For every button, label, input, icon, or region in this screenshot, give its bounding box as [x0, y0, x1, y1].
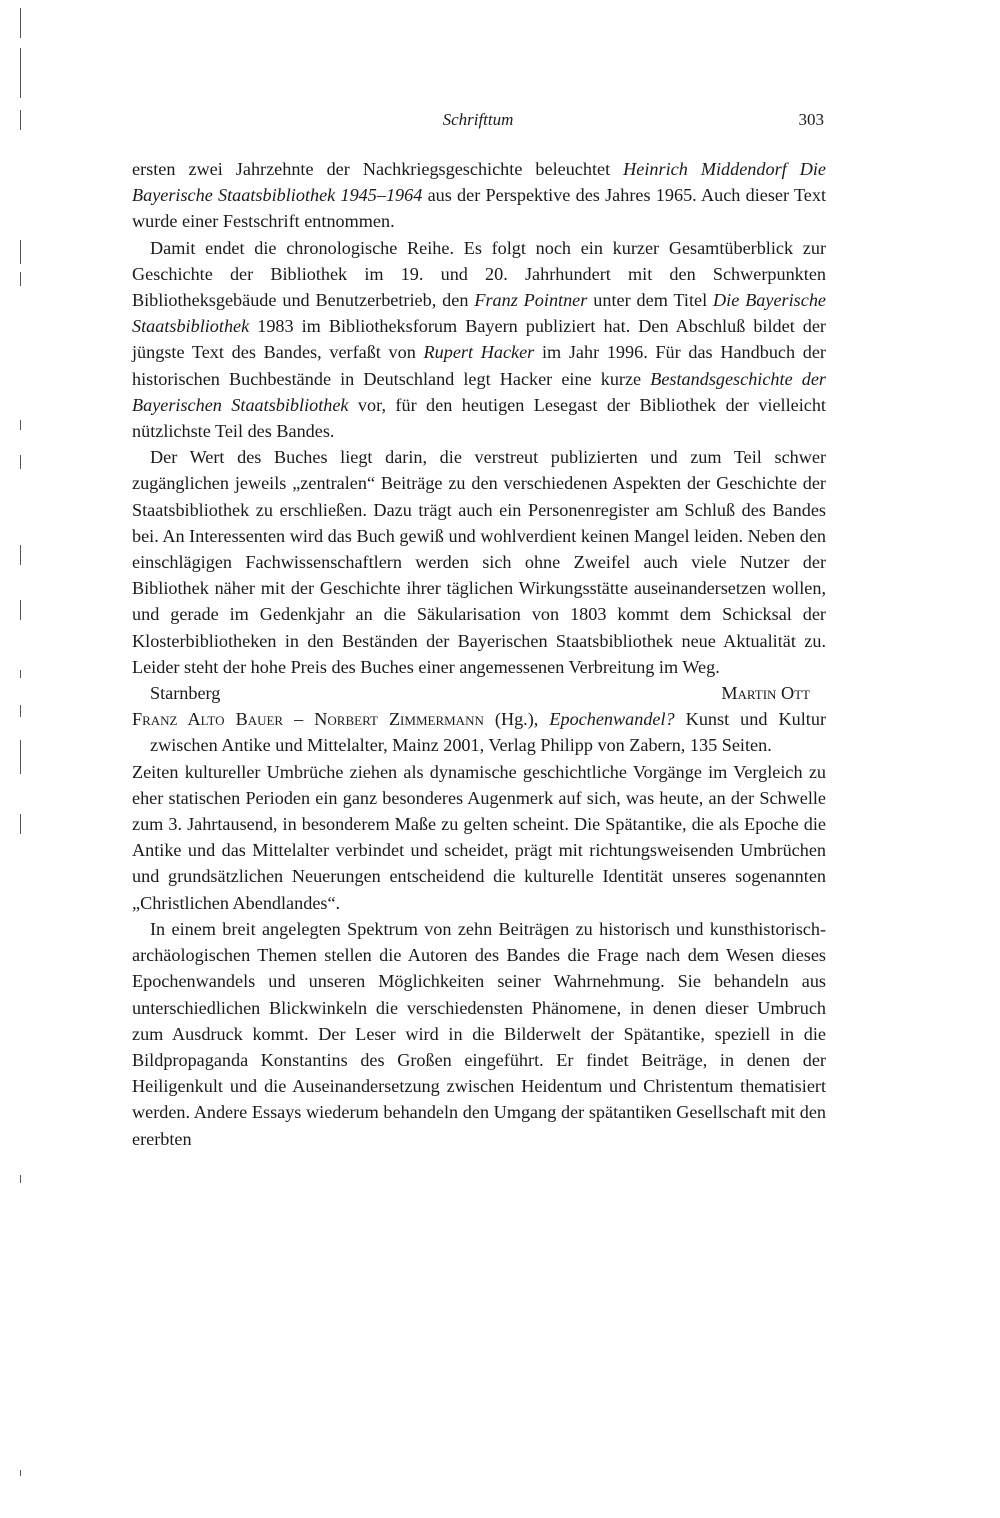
paragraph — [132, 156, 826, 235]
review-book-title: Epochenwandel? — [549, 709, 675, 730]
text-run: ersten zwei Jahrzehnte der Nachkriegsgeschichte beleuchtet — [132, 159, 624, 179]
text-run: im Jahr 1996. Für das Handbuch der historischen Buchbestände in Deutschland legt Hacker eine kurze — [132, 342, 826, 389]
text-run: 1983 im Bibliotheksforum Bayern publiziert hat. Den Abschluß bildet der jüngste Text des Bandes, verfaßt von — [132, 316, 826, 363]
italic-run: Franz Pointner — [474, 290, 588, 311]
signature-place: Starnberg — [150, 683, 221, 704]
review-bibliographic-heading — [132, 706, 826, 758]
page-number: 303 — [798, 110, 824, 129]
paragraph: Der Wert des Buches liegt darin, die verstreut publizierten und zum Teil schwer zugänglichen jeweils „zentralen“ Beiträge zu den verschiedenen Aspekten der Geschichte der Staatsbibliothek zu erschließen. Dazu trägt auch ein Personenregister am Schluß des Bandes bei. An Interessenten wird das Buch gewiß und wohlverdient keinen Mangel leiden. Neben den einschlägigen Fachwissenschaftlern werden sich ohne Zweifel auch viele Nutzer der Bibliothek näher mit der Geschichte ihrer täglichen Wirkungsstätte auseinandersetzen wollen, und gerade im Gedenkjahr an die Säkularisation von 1803 kommt dem Schicksal der Klosterbibliotheken in den Beständen der Bayerischen Staatsbibliothek neue Aktualität zu. Leider steht der hohe Preis des Buches einer angemessenen Verbreitung im Weg. — [132, 447, 826, 677]
running-title: Schrifttum — [442, 110, 514, 129]
text-run: (Hg.), — [483, 709, 550, 730]
paragraph: In einem breit angelegten Spektrum von zehn Beiträgen zu historisch und kunsthistorisch-archäologischen Themen stellen die Autoren des Bandes die Frage nach dem Wesen dieses Epochenwandels und unseren Möglichkeiten seiner Wahrnehmung. Sie behandeln aus unterschiedlichen Blickwinkeln die verschiedensten Phänomene, in denen dieser Umbruch zum Ausdruck kommt. Der Leser wird in die Bilderwelt der Spätantike, speziell in die Bildpropaganda Konstantins des Großen eingeführt. Er findet Beiträge, in denen der Heiligenkult und die Auseinandersetzung zwischen Heidentum und Christentum thematisiert werden. Andere Essays wiederum behandeln den Umgang der spätantiken Gesellschaft mit den ererbten — [132, 918, 826, 1149]
paragraph — [132, 235, 826, 445]
italic-run: Rupert Hacker — [423, 342, 535, 363]
text-run: Damit endet die chronologische Reihe. Es folgt noch ein kurzer Gesamtüberblick zur Geschichte der Bibliothek im 19. und 20. Jahrhundert mit den Schwerpunkten Bibliotheksgebäude und Benutzerbetrieb, den — [132, 237, 826, 311]
review-book-details: Kunst und Kultur zwischen Antike und Mittelalter, Mainz 2001, Verlag Philipp von Zabern, 135 Seiten. — [150, 709, 826, 756]
italic-run: Heinrich Middendorf Die Bayerische Staatsbibliothek 1945–1964 — [132, 159, 826, 206]
italic-run: Die Bayerische Staatsbibliothek — [132, 290, 826, 337]
paragraph: Zeiten kultureller Umbrüche ziehen als dynamische geschichtliche Vorgänge im Vergleich zu eher statischen Perioden ein ganz besonderes Augenmerk auf sich, was heute, an der Schwelle zum 3. Jahrtausend, in besonderem Maße zu gelten scheint. Die Spätantike, die als Epoche die Antike und das Mittelalter verbindet und scheidet, prägt mit richtungsweisenden Umbrüchen und grundsätzlichen Neuerungen entscheidend die kulturelle Identität unseres sogenannten „Christlichen Abendlandes“. — [132, 761, 826, 913]
scan-margin-marks — [20, 0, 26, 1518]
italic-run: Bestandsgeschichte der Bayerischen Staatsbibliothek — [132, 368, 826, 415]
signature-reviewer: Martin Ott — [721, 683, 810, 704]
text-run: aus der Perspektive des Jahres 1965. Auch dieser Text wurde einer Festschrift entnommen. — [132, 185, 826, 232]
review-signature — [132, 680, 826, 706]
text-run: unter dem Titel — [587, 290, 714, 311]
page-body — [132, 156, 826, 1152]
review-authors: Franz Alto Bauer – Norbert Zimmermann — [132, 709, 484, 730]
text-run: vor, für den heutigen Lesegast der Bibliothek der vielleicht nützlichste Teil des Bandes. — [132, 394, 826, 442]
page-header — [132, 110, 824, 136]
